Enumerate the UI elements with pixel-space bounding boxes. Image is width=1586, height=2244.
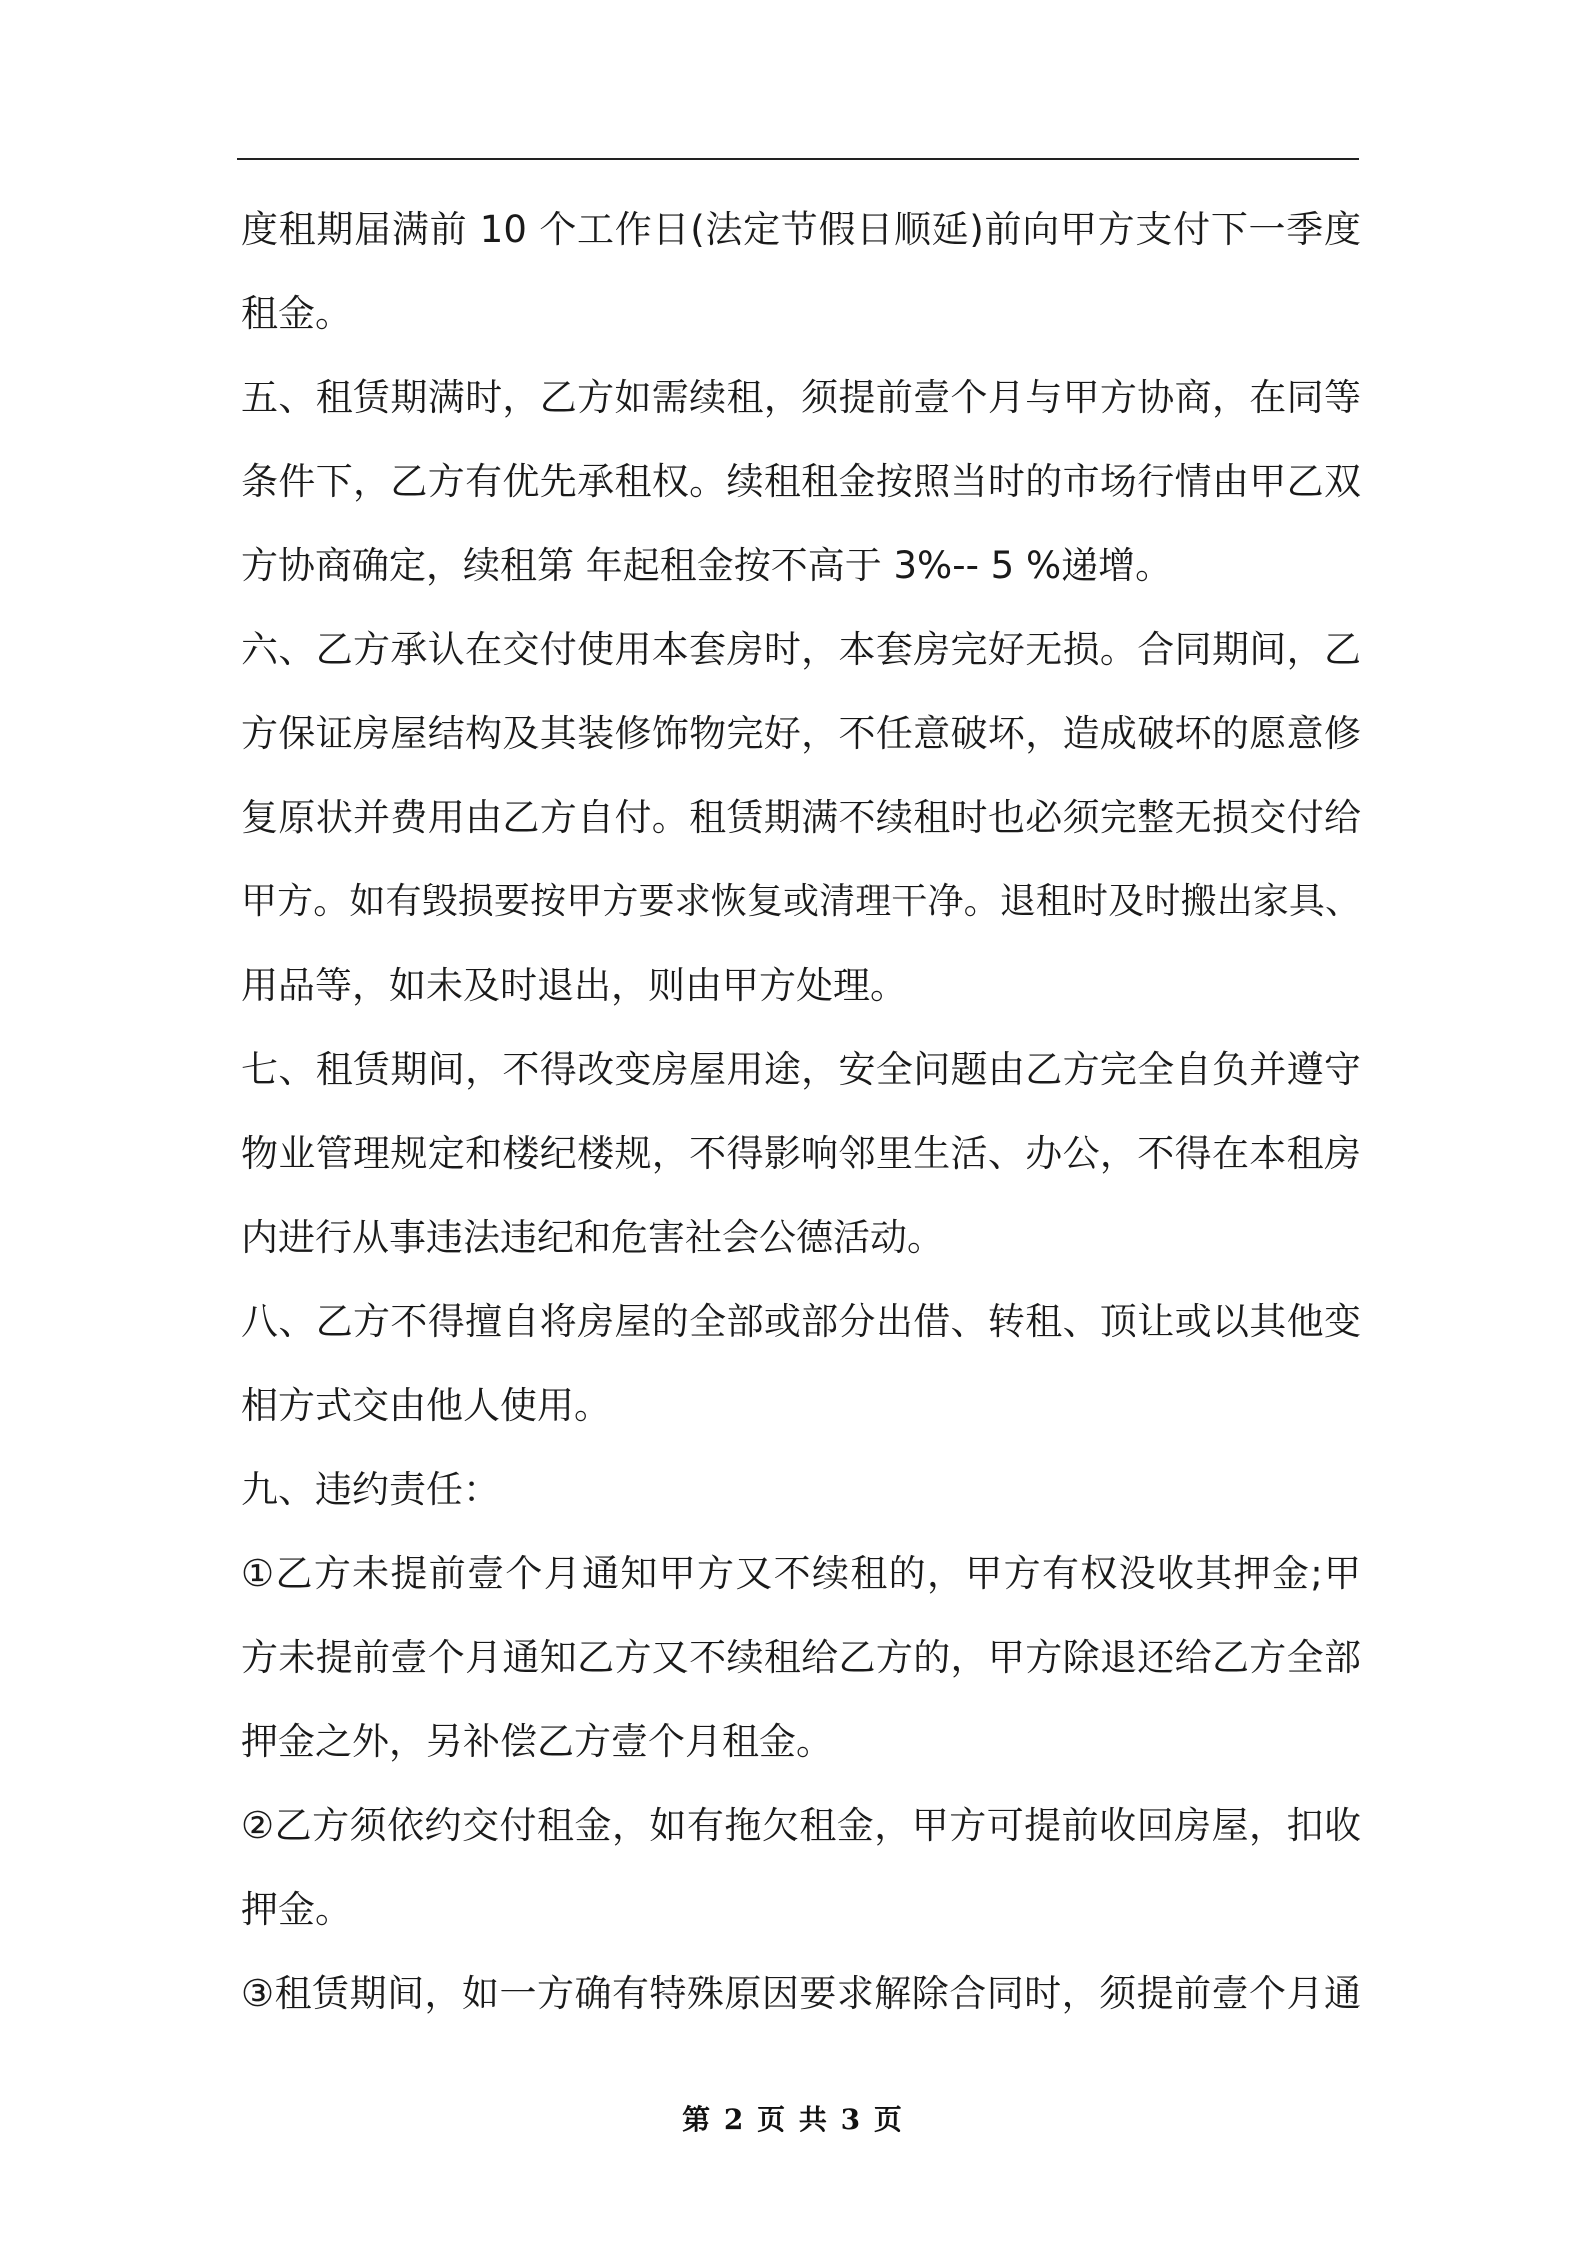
text-line: 押金。: [241, 1888, 352, 1931]
document-body: [241, 188, 1361, 2036]
text-line: 方未提前壹个月通知乙方又不续租给乙方的，甲方除退还给乙方全部: [241, 1636, 1361, 1679]
text-line: 内进行从事违法违纪和危害社会公德活动。: [241, 1216, 944, 1259]
text-line: 押金之外，另补偿乙方壹个月租金。: [241, 1720, 833, 1763]
text-line: 条件下，乙方有优先承租权。续租租金按照当时的市场行情由甲乙双: [241, 460, 1361, 503]
text-line: ②乙方须依约交付租金，如有拖欠租金，甲方可提前收回房屋，扣收: [241, 1804, 1361, 1847]
page-number-footer: 第 2 页 共 3 页: [682, 2103, 904, 2136]
text-line: 九、违约责任：: [241, 1468, 500, 1511]
text-line: 用品等，如未及时退出，则由甲方处理。: [241, 964, 907, 1007]
text-line: ①乙方未提前壹个月通知甲方又不续租的，甲方有权没收其押金;甲: [241, 1552, 1361, 1595]
text-line: 度租期届满前 10 个工作日(法定节假日顺延)前向甲方支付下一季度: [241, 208, 1361, 251]
header-rule: [237, 158, 1359, 160]
text-line: ③租赁期间，如一方确有特殊原因要求解除合同时，须提前壹个月通: [241, 1972, 1361, 2015]
text-line: 方协商确定，续租第 年起租金按不高于 3%-- 5 %递增。: [241, 544, 1173, 587]
text-line: 六、乙方承认在交付使用本套房时，本套房完好无损。合同期间，乙: [241, 628, 1361, 671]
text-line: 物业管理规定和楼纪楼规，不得影响邻里生活、办公，不得在本租房: [241, 1132, 1361, 1175]
text-line: 方保证房屋结构及其装修饰物完好，不任意破坏，造成破坏的愿意修: [241, 712, 1361, 755]
text-line: 七、租赁期间，不得改变房屋用途，安全问题由乙方完全自负并遵守: [241, 1048, 1361, 1091]
text-line: 复原状并费用由乙方自付。租赁期满不续租时也必须完整无损交付给: [241, 796, 1361, 839]
text-line: 五、租赁期满时，乙方如需续租，须提前壹个月与甲方协商，在同等: [241, 376, 1361, 419]
text-line: 租金。: [241, 292, 352, 335]
text-line: 相方式交由他人使用。: [241, 1384, 611, 1427]
text-line: 甲方。如有毁损要按甲方要求恢复或清理干净。退租时及时搬出家具、: [241, 881, 1361, 922]
text-line: 八、乙方不得擅自将房屋的全部或部分出借、转租、顶让或以其他变: [241, 1300, 1361, 1343]
